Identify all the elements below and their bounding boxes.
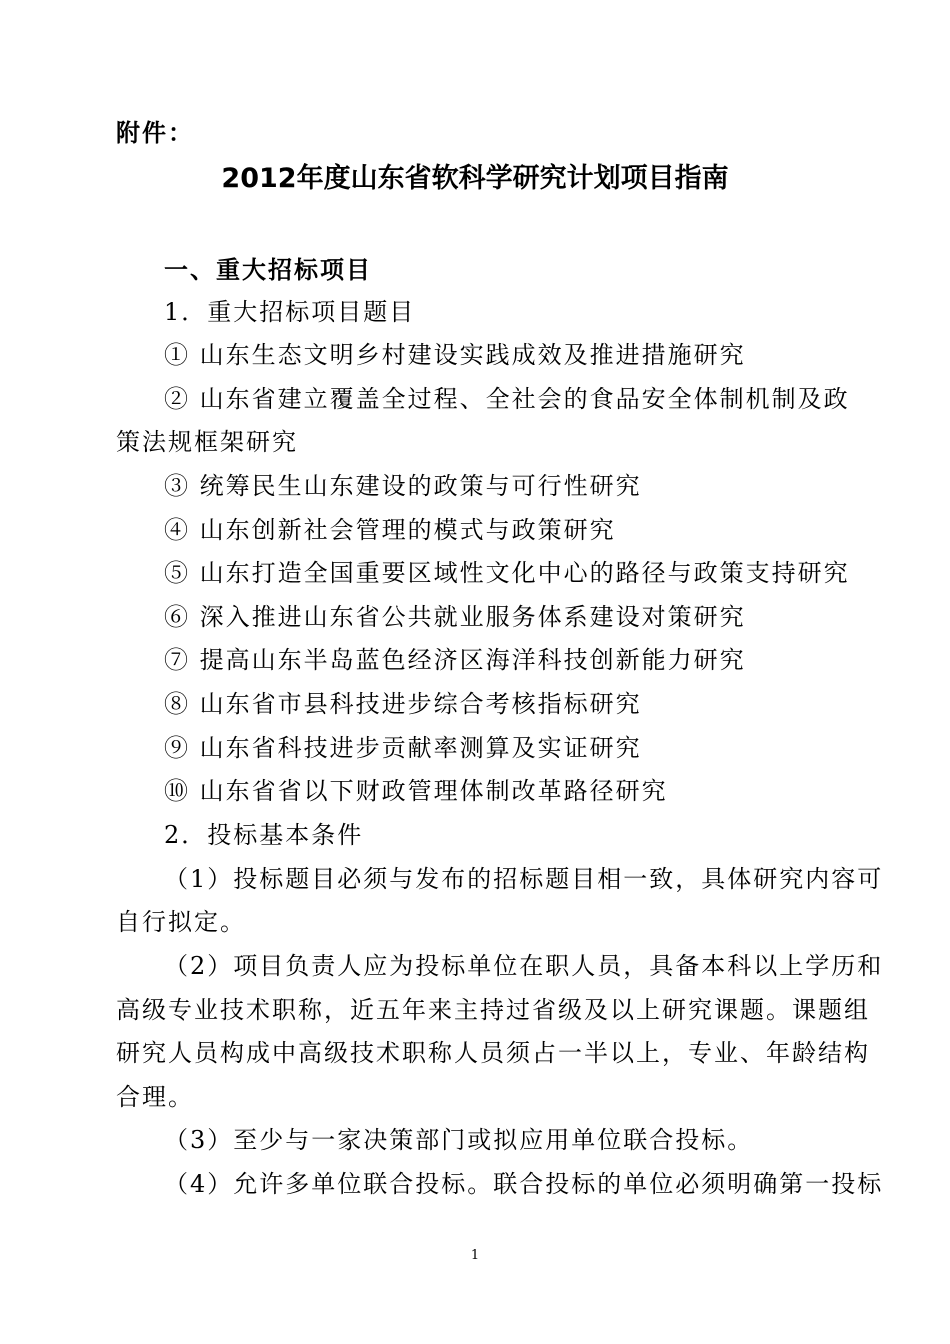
condition-line-2: 自行拟定。 [116,908,246,936]
page-number: 1 [470,1248,480,1263]
condition-line-8: （4）允许多单位联合投标。联合投标的单位必须明确第一投标 [164,1170,884,1198]
topic-item-5: ⑤ 山东打造全国重要区域性文化中心的路径与政策支持研究 [164,559,850,587]
topic-item-2: ② 山东省建立覆盖全过程、全社会的食品安全体制机制及政 [164,385,850,413]
subsection-heading-conditions: 2．投标基本条件 [164,821,364,849]
condition-line-7: （3）至少与一家决策部门或拟应用单位联合投标。 [164,1126,754,1154]
topic-item-6: ⑥ 深入推进山东省公共就业服务体系建设对策研究 [164,603,746,631]
condition-line-6: 合理。 [116,1083,194,1111]
topic-item-7: ⑦ 提高山东半岛蓝色经济区海洋科技创新能力研究 [164,646,746,674]
condition-line-1: （1）投标题目必须与发布的招标题目相一致，具体研究内容可 [164,865,884,893]
topic-item-2-continued: 策法规框架研究 [116,428,298,456]
topic-item-9: ⑨ 山东省科技进步贡献率测算及实证研究 [164,734,642,762]
subsection-heading-topics: 1．重大招标项目题目 [164,298,416,326]
condition-line-4: 高级专业技术职称，近五年来主持过省级及以上研究课题。课题组 [116,996,870,1024]
topic-item-10: ⑩ 山东省省以下财政管理体制改革路径研究 [164,777,668,805]
condition-line-5: 研究人员构成中高级技术职称人员须占一半以上，专业、年龄结构 [116,1039,870,1067]
topic-item-1: ① 山东生态文明乡村建设实践成效及推进措施研究 [164,341,746,369]
section-heading-major-bidding: 一、重大招标项目 [164,256,372,284]
topic-item-4: ④ 山东创新社会管理的模式与政策研究 [164,516,616,544]
condition-line-3: （2）项目负责人应为投标单位在职人员，具备本科以上学历和 [164,952,884,980]
topic-item-3: ③ 统筹民生山东建设的政策与可行性研究 [164,472,642,500]
topic-item-8: ⑧ 山东省市县科技进步综合考核指标研究 [164,690,642,718]
page-title: 2012年度山东省软科学研究计划项目指南 [221,163,729,194]
attachment-label: 附件： [116,119,194,147]
